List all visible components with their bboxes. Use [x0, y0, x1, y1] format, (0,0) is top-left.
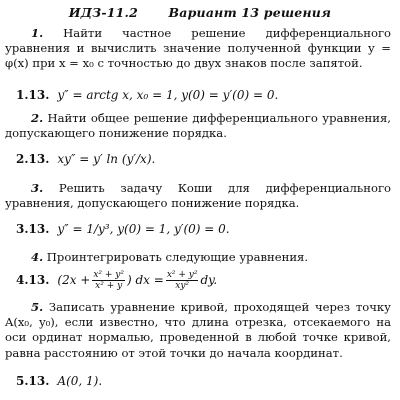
task-number: 3. — [31, 181, 44, 195]
fraction-2-numerator: x² + y² — [166, 270, 198, 280]
task-2 — [5, 111, 391, 141]
answer-3-13 — [16, 222, 230, 237]
task-number: 4. — [31, 250, 44, 264]
task-3 — [5, 181, 391, 211]
fraction-2 — [166, 270, 199, 291]
task-text: Решить задачу Коши для дифференциального уравнения, допускающего понижение порядка. — [5, 181, 391, 211]
equation-tail: dy. — [200, 273, 218, 287]
variant-title: Вариант 13 решения — [168, 5, 332, 20]
idz-code: ИДЗ-11.2 — [68, 5, 138, 20]
fraction-1 — [92, 270, 125, 291]
equation-close: ) dx = — [127, 273, 164, 287]
answer-2-13 — [16, 152, 155, 167]
task-text: Проинтегрировать следующие уравнения. — [43, 250, 309, 264]
page-header — [0, 5, 400, 20]
fraction-1-numerator: x² + y² — [93, 270, 124, 280]
answer-1-13 — [16, 88, 278, 103]
answer-expression: xy″ = y′ ln (y′/x). — [57, 152, 156, 166]
fraction-2-denominator: xy² — [175, 281, 190, 291]
answer-expression: y″ = 1/y³, y(0) = 1, y′(0) = 0. — [57, 222, 230, 236]
task-number: 2. — [31, 111, 44, 125]
answer-expression: y″ = arctg x, x₀ = 1, y(0) = y′(0) = 0. — [57, 88, 279, 102]
answer-expression: A(0, 1). — [57, 374, 103, 388]
task-5 — [5, 300, 391, 361]
answer-4-13 — [16, 270, 217, 291]
equation-open: (2x + — [57, 273, 91, 287]
task-1 — [5, 26, 391, 72]
answer-number: 1.13. — [16, 88, 50, 102]
answer-5-13 — [16, 374, 102, 389]
answer-number: 2.13. — [16, 152, 50, 166]
task-text: Найти частное решение дифференциального уравнения и вычислить значение полученной функции y = φ(x) при x = x₀ с точностью до двух знаков после запятой. — [5, 26, 391, 71]
task-number: 5. — [31, 300, 44, 314]
answer-number: 5.13. — [16, 374, 50, 388]
answer-number: 3.13. — [16, 222, 50, 236]
task-4 — [5, 250, 391, 265]
task-text: Найти общее решение дифференциального уравнения, допускающего понижение порядка. — [5, 111, 391, 141]
task-number: 1. — [31, 26, 44, 40]
task-text: Записать уравнение кривой, проходящей через точку A(x₀, y₀), если известно, что длина отрезка, отсекаемого на оси ординат нормалью, проведенной в любой точке кривой, равна расстоянию от этой точки до начала координат. — [5, 300, 391, 360]
answer-number: 4.13. — [16, 273, 50, 287]
fraction-1-denominator: x² + y — [95, 281, 123, 291]
